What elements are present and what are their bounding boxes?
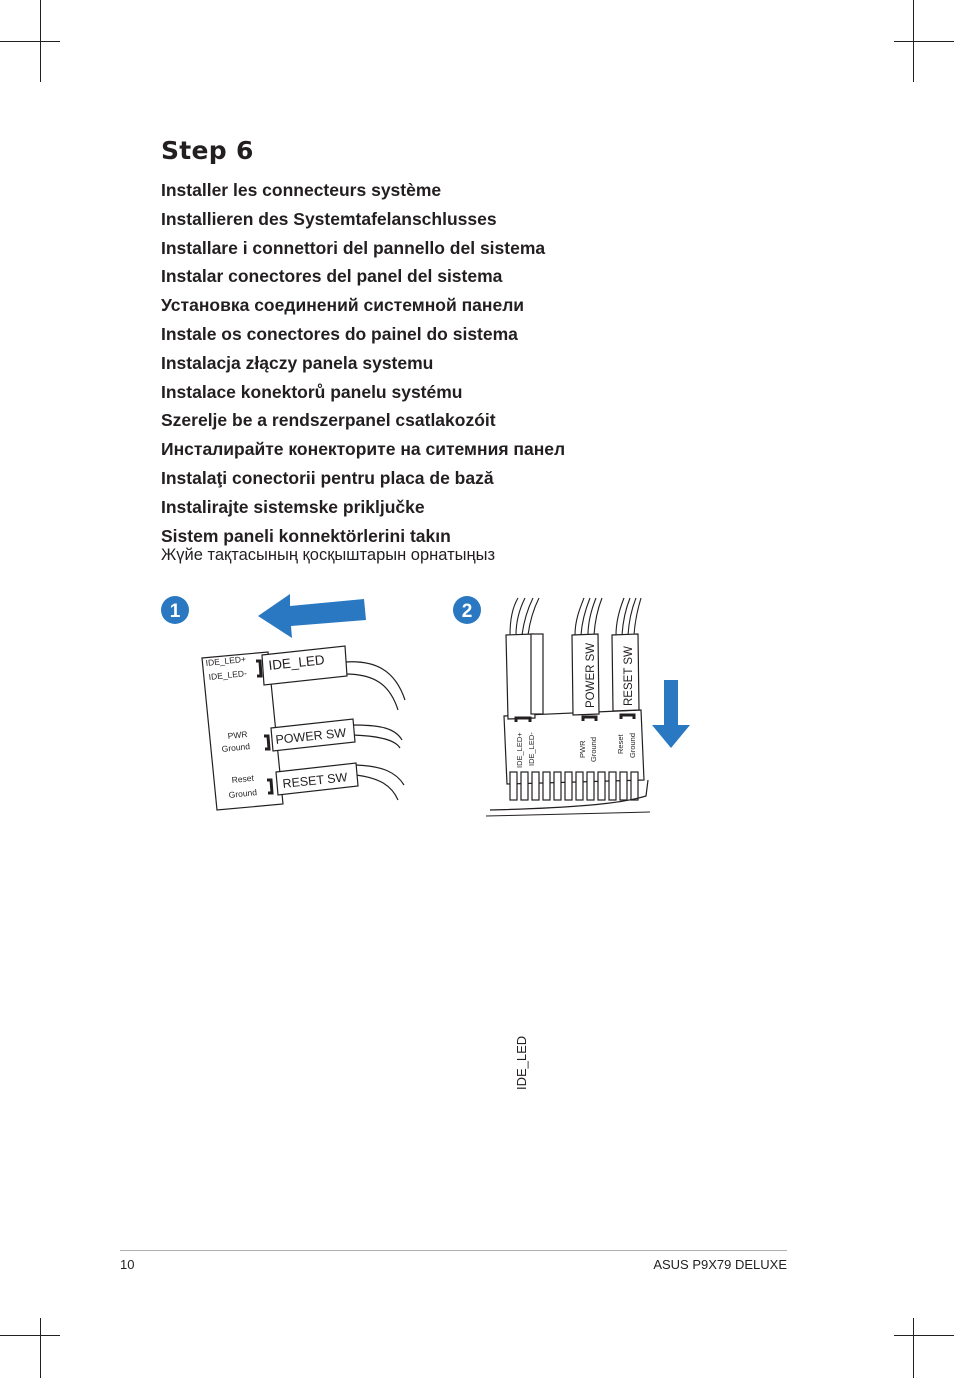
pin-label: Reset bbox=[231, 772, 255, 785]
footer-rule bbox=[120, 1250, 787, 1251]
arrow-left-icon bbox=[258, 594, 366, 638]
pin-label: IDE_LED+ bbox=[515, 732, 524, 768]
motherboard-edge bbox=[486, 812, 650, 816]
pin-label: PWR bbox=[578, 740, 587, 758]
crop-mark bbox=[0, 41, 60, 42]
instruction-de: Installieren des Systemtafelanschlusses bbox=[161, 208, 497, 229]
connector-label-power-sw: POWER SW bbox=[274, 725, 347, 747]
instruction-ro: Instalaţi conectorii pentru placa de bază bbox=[161, 467, 494, 488]
instruction-pl: Instalacja złączy panela systemu bbox=[161, 352, 434, 373]
crop-mark bbox=[894, 41, 954, 42]
connector-label-power-sw: POWER SW bbox=[585, 642, 597, 708]
pin-label: Ground bbox=[228, 787, 258, 800]
instruction-fr: Installer les connecteurs système bbox=[161, 180, 442, 200]
connector-illustrations bbox=[150, 590, 670, 1090]
product-name: ASUS P9X79 DELUXE bbox=[653, 1257, 787, 1272]
figure-2 bbox=[453, 596, 690, 1090]
instruction-bg: Инсталирайте конекторите на ситемния панел bbox=[161, 439, 566, 460]
crop-mark bbox=[40, 1318, 41, 1378]
instruction-es: Instalar conectores del panel del sistema bbox=[161, 266, 503, 287]
instruction-hu: Szerelje be a rendszerpanel csatlakozóit bbox=[161, 410, 496, 431]
pin-label: PWR bbox=[227, 728, 248, 741]
page-title: Step 6 bbox=[161, 136, 254, 165]
instruction-ru: Установка соединений системной панели bbox=[161, 295, 525, 316]
crop-mark bbox=[0, 1335, 60, 1336]
badge-1-label: 1 bbox=[169, 601, 181, 622]
instruction-tr: Sistem paneli konnektörlerini takın bbox=[161, 525, 451, 546]
figure-1 bbox=[161, 594, 405, 810]
connector-label-ide-led: IDE_LED bbox=[514, 1035, 529, 1090]
page-number: 10 bbox=[120, 1257, 135, 1272]
badge-2-label: 2 bbox=[461, 601, 473, 622]
wire-bundle bbox=[510, 598, 641, 635]
pin-label: Ground bbox=[628, 732, 637, 758]
connector-label-ide-led: IDE_LED bbox=[267, 652, 326, 673]
connector-label-reset-sw: RESET SW bbox=[623, 646, 635, 706]
crop-mark bbox=[913, 1318, 914, 1378]
pin-label: IDE_LED- bbox=[208, 668, 248, 682]
instruction-pt: Instale os conectores do painel do sistema bbox=[161, 323, 518, 344]
instruction-cs: Instalace konektorů panelu systému bbox=[161, 381, 463, 402]
connector-side-housing bbox=[531, 634, 543, 714]
arrow-down-icon bbox=[652, 680, 690, 748]
pin-label: Reset bbox=[616, 734, 625, 754]
pin-label: IDE_LED- bbox=[527, 732, 536, 766]
pin-label: Ground bbox=[589, 736, 598, 762]
crop-mark bbox=[894, 1335, 954, 1336]
pin-label: Ground bbox=[221, 741, 251, 754]
pin-label: IDE_LED+ bbox=[205, 653, 247, 668]
instruction-sr: Instalirajte sistemske priključke bbox=[161, 496, 425, 517]
instruction-kk: Жүйе тақтасының қосқыштарын орнатыңыз bbox=[161, 546, 496, 565]
instruction-it: Installare i connettori del pannello del sistema bbox=[161, 237, 546, 258]
instruction-list bbox=[161, 178, 565, 568]
connector-label-reset-sw: RESET SW bbox=[281, 770, 349, 791]
